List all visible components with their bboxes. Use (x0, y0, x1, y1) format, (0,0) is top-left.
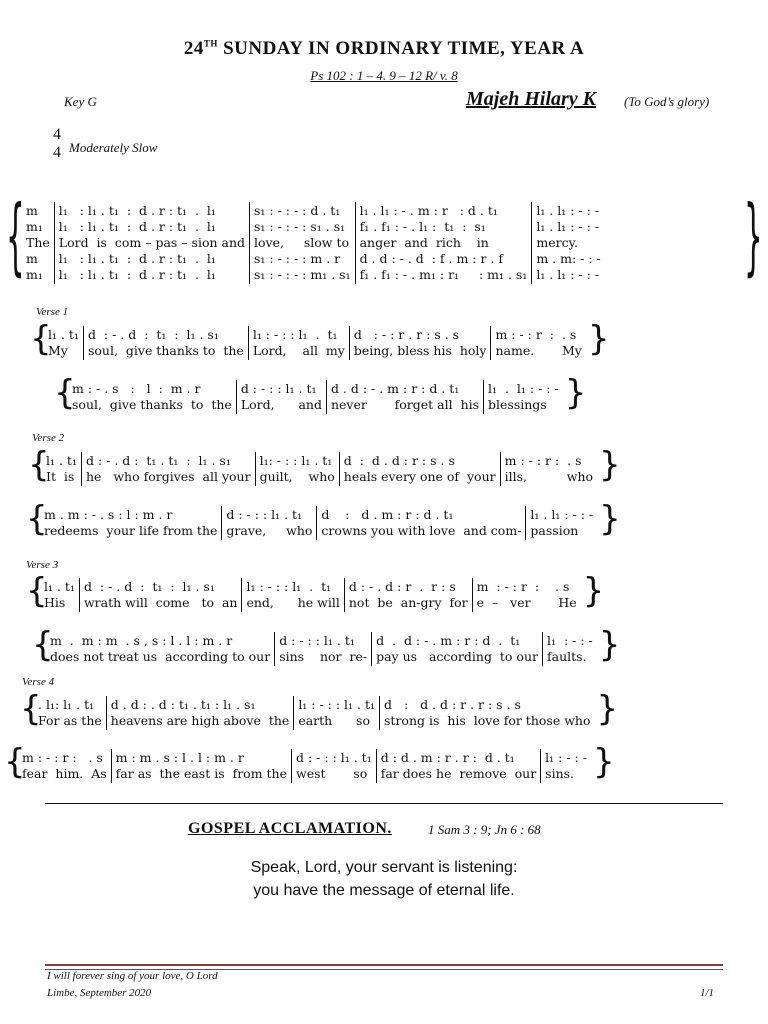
system-right-brace: } (596, 689, 619, 729)
time-signature: 4 4 (53, 126, 61, 161)
verse-lyric: grave, who (226, 523, 313, 538)
verse-system (18, 749, 591, 783)
verse-notes: l₁ . t₁ (48, 327, 79, 342)
refrain-notes: s₁ : - : - : m₁ . s₁ (254, 267, 351, 282)
verse-bar (241, 578, 343, 612)
verse-lyric: heals every one of your (343, 469, 496, 484)
refrain-bar (355, 202, 532, 284)
verse-lyric: sins. (545, 766, 575, 781)
verse-notes: d : - : : l₁ . t₁ (279, 633, 355, 648)
refrain-notes: m (26, 203, 38, 218)
verse-system (40, 578, 581, 612)
system-left-brace: { (28, 445, 50, 485)
verse-bar (525, 506, 597, 540)
refrain-notes: d . d : - . d : f . m : r . f (359, 251, 504, 266)
refrain-lyric: The (26, 235, 50, 250)
verse-lyric: never forget all his (330, 397, 480, 412)
refrain-notes: m . m: - : - (536, 251, 601, 266)
refrain-notes: l₁ . l₁ : - . m : r : d . t₁ (359, 203, 498, 218)
verse-bar (349, 326, 491, 360)
verse-notes: d : - . d : t₁ . t₁ : l₁ . s₁ (85, 453, 231, 468)
verse-notes: d : d . d : r : s . s (343, 453, 455, 468)
verse-notes: d . d : . d : t₁ . t₁ : l₁ . s₁ (110, 697, 256, 712)
verse-system (40, 506, 597, 540)
refrain-notes: f₁ . f₁ : - . m₁ : r₁ : m₁ . s₁ (359, 267, 528, 282)
page-title: 24TH SUNDAY IN ORDINARY TIME, YEAR A (183, 38, 585, 59)
verse-notes: l₁ . l₁ : - : - (488, 381, 559, 396)
verse-notes: l₁ : - : - (546, 633, 593, 648)
verse-bar (236, 380, 326, 414)
verse-bar (46, 632, 274, 666)
verse-lyric: blessings (488, 397, 547, 412)
verse-system (34, 696, 594, 730)
verse-bar (483, 380, 563, 414)
refrain-notes: l₁ . l₁ : - : - (536, 267, 600, 282)
verse-system (46, 632, 597, 666)
verse-notes: l₁ . t₁ (44, 579, 75, 594)
footer-motto: I will forever sing of your love, O Lord (47, 970, 218, 982)
verse-lyric: My (48, 343, 68, 358)
verse-2-label: Verse 2 (32, 432, 65, 444)
verse-lyric: His (44, 595, 66, 610)
footer-place-date: Limbe, September 2020 (47, 987, 152, 999)
verse-lyric: faults. (546, 649, 587, 664)
verse-lyric: does not treat us according to our (50, 649, 271, 664)
refrain-notes: l₁ : l₁ . t₁ : d . r : t₁ . l₁ (58, 203, 216, 218)
verse-bar (34, 696, 106, 730)
system-left-brace: { (30, 319, 52, 359)
section-divider (45, 803, 723, 804)
verse-1-label: Verse 1 (36, 306, 69, 318)
gospel-acclamation-title: GOSPEL ACCLAMATION. (188, 820, 392, 837)
verse-notes: m : - : r : . s (476, 579, 570, 594)
refrain-notes: m (26, 251, 38, 266)
verse-bar (540, 749, 591, 783)
verse-bar (326, 380, 483, 414)
verse-notes: m . m : - . s : l : m . r (44, 507, 173, 522)
system-right-brace: } (592, 742, 615, 782)
verse-lyric: sins nor re- (279, 649, 368, 664)
page-number: 1/1 (700, 987, 715, 999)
verse-bar (255, 452, 339, 486)
verse-lyric: Lord, all my (252, 343, 345, 358)
dedication: (To God’s glory) (624, 94, 710, 109)
verse-notes: d : - : : l₁ . t₁ (226, 507, 303, 522)
system-right-brace: } (587, 319, 610, 359)
verse-bar (293, 696, 379, 730)
refrain-notes: m₁ (26, 219, 43, 234)
verse-notes: l₁ . t₁ (46, 453, 77, 468)
verse-notes: d : - : : l₁ . t₁ (240, 381, 317, 396)
verse-lyric: soul, give thanks to the (87, 343, 244, 358)
system-left-brace: { (32, 625, 54, 665)
refrain-notes: m₁ (26, 267, 43, 282)
verse-lyric: being, bless his holy (353, 343, 487, 358)
verse-notes: l₁ : - : : l₁ . t₁ (298, 697, 376, 712)
refrain-notes: l₁ : l₁ . t₁ : d . r : t₁ . l₁ (58, 251, 216, 266)
verse-4-label: Verse 4 (22, 676, 55, 688)
verse-lyric: pay us according to our (376, 649, 538, 664)
refrain-bar (531, 202, 604, 284)
verse-bar (339, 452, 500, 486)
refrain-notes: s₁ : - : - : s₁ . s₁ (254, 219, 346, 234)
verse-notes: m : - : r : . s (495, 327, 577, 342)
verse-notes: m : - : r : . s (22, 750, 103, 765)
verse-lyric: Lord, and (240, 397, 322, 412)
refrain-right-brace: } (744, 187, 763, 285)
system-right-brace: } (582, 571, 605, 611)
system-right-brace: } (599, 445, 621, 485)
verse-bar (500, 452, 597, 486)
verse-notes: m . m : m . s , s : l . l : m . r (50, 633, 233, 648)
verse-notes: d : d . d : r . r : s . s (384, 697, 521, 712)
verse-lyric: west so (296, 766, 368, 781)
verse-lyric: he who forgives all your (85, 469, 251, 484)
gospel-line-2: you have the message of eternal life. (253, 882, 515, 899)
verse-lyric: name. My (495, 343, 582, 358)
verse-notes: d . d : - . m : r : d . t₁ (376, 633, 521, 648)
refrain-bar (22, 202, 54, 284)
verse-notes: d : d . m : r : d . t₁ (321, 507, 454, 522)
verse-lyric: crowns you with love and com- (321, 523, 522, 538)
refrain-lyric: love, slow to (254, 235, 349, 250)
verse-lyric: e – ver He (476, 595, 577, 610)
verse-notes: l₁ : - : : l₁ . t₁ (252, 327, 338, 342)
verse-bar (379, 696, 594, 730)
verse-system (44, 326, 586, 360)
refrain-notes: f₁ . f₁ : - . l₁ : t₁ : s₁ (359, 219, 486, 234)
verse-bar (106, 696, 294, 730)
verse-notes: d : d . m : r . r : d . t₁ (380, 750, 515, 765)
refrain-notes: s₁ : - : - : m . r (254, 251, 341, 266)
system-right-brace: } (564, 373, 587, 413)
verse-bar (40, 506, 221, 540)
verse-notes: l₁ : - : - (545, 750, 587, 765)
verse-lyric: not be an-gry for (348, 595, 468, 610)
verse-notes: l₁ : - : : l₁ . t₁ (246, 579, 332, 594)
refrain-system (22, 202, 605, 284)
refrain-lyric: Lord is com – pas – sion and (58, 235, 246, 250)
verse-lyric: earth so (298, 713, 370, 728)
verse-lyric: far does he remove our (380, 766, 537, 781)
refrain-bar (54, 202, 249, 284)
verse-lyric: For as the (38, 713, 102, 728)
verse-notes: d : - . d : t₁ : l₁ . s₁ (87, 327, 219, 342)
verse-lyric: end, he will (246, 595, 340, 610)
verse-lyric: redeems your life from the (44, 523, 218, 538)
gospel-line-1: Speak, Lord, your servant is listening: (250, 859, 518, 876)
refrain-lyric: mercy. (536, 235, 578, 250)
verse-notes: d : - . d : r . r : s (348, 579, 456, 594)
verse-notes: d : - . d : t₁ : l₁ . s₁ (83, 579, 215, 594)
verse-notes: m : - . s : l : m . r (72, 381, 201, 396)
refrain-notes: l₁ : l₁ . t₁ : d . r : t₁ . l₁ (58, 219, 216, 234)
refrain-lyric: anger and rich in (359, 235, 489, 250)
system-left-brace: { (54, 373, 76, 413)
gospel-acclamation-text (0, 856, 768, 902)
system-left-brace: { (20, 689, 42, 729)
verse-lyric: ills, who (504, 469, 594, 484)
verse-bar (542, 632, 597, 666)
system-left-brace: { (4, 742, 26, 782)
refrain-notes: l₁ . l₁ : - : - (536, 219, 600, 234)
key-signature: Key G (64, 94, 97, 109)
verse-notes: m : m . s : l . l : m . r (115, 750, 244, 765)
verse-notes: l₁ . l₁ : - : - (530, 507, 594, 522)
verse-bar (221, 506, 316, 540)
verse-bar (291, 749, 376, 783)
verse-notes: . l₁: l₁ . t₁ (38, 697, 95, 712)
verse-notes: l₁: - : : l₁ . t₁ (259, 453, 333, 468)
verse-bar (490, 326, 585, 360)
verse-bar (248, 326, 349, 360)
verse-bar (79, 578, 242, 612)
refrain-notes: l₁ : l₁ . t₁ : d . r : t₁ . l₁ (58, 267, 216, 282)
verse-lyric: strong is his love for those who (384, 713, 591, 728)
verse-bar (44, 326, 83, 360)
verse-notes: d : - : r . r : s . s (353, 327, 460, 342)
verse-bar (274, 632, 371, 666)
verse-lyric: fear him. As (22, 766, 107, 781)
verse-bar (42, 452, 81, 486)
verse-bar (472, 578, 581, 612)
verse-bar (68, 380, 236, 414)
verse-system (42, 452, 597, 486)
system-left-brace: { (26, 499, 48, 539)
refrain-bar (249, 202, 355, 284)
psalm-reference: Ps 102 : 1 – 4. 9 – 12 R/ v. 8 (310, 68, 458, 83)
verse-bar (18, 749, 111, 783)
verse-lyric: far as the east is from the (115, 766, 288, 781)
refrain-notes: l₁ . l₁ : - : - (536, 203, 600, 218)
verse-bar (344, 578, 472, 612)
verse-3-label: Verse 3 (26, 559, 59, 571)
verse-bar (83, 326, 248, 360)
composer-signature: Majeh Hilary K (466, 88, 597, 110)
refrain-left-brace: { (6, 187, 25, 285)
verse-lyric: passion (530, 523, 579, 538)
verse-lyric: It is (46, 469, 75, 484)
verse-notes: m : - : r : . s (504, 453, 582, 468)
verse-bar (111, 749, 291, 783)
verse-bar (371, 632, 542, 666)
tempo-marking: Moderately Slow (69, 140, 158, 155)
verse-bar (40, 578, 79, 612)
verse-system (68, 380, 563, 414)
verse-notes: d . d : - . m : r : d . t₁ (330, 381, 460, 396)
system-left-brace: { (26, 571, 48, 611)
verse-lyric: guilt, who (259, 469, 335, 484)
system-right-brace: } (599, 499, 621, 539)
verse-notes: d : - : : l₁ . t₁ (296, 750, 372, 765)
verse-lyric: wrath will come to an (83, 595, 238, 610)
verse-bar (316, 506, 525, 540)
verse-lyric: heavens are high above the (110, 713, 290, 728)
system-right-brace: } (598, 625, 621, 665)
gospel-acclamation-reference: 1 Sam 3 : 9; Jn 6 : 68 (428, 822, 541, 837)
verse-bar (376, 749, 540, 783)
verse-bar (81, 452, 255, 486)
verse-lyric: soul, give thanks to the (72, 397, 232, 412)
refrain-notes: s₁ : - : - : d . t₁ (254, 203, 341, 218)
